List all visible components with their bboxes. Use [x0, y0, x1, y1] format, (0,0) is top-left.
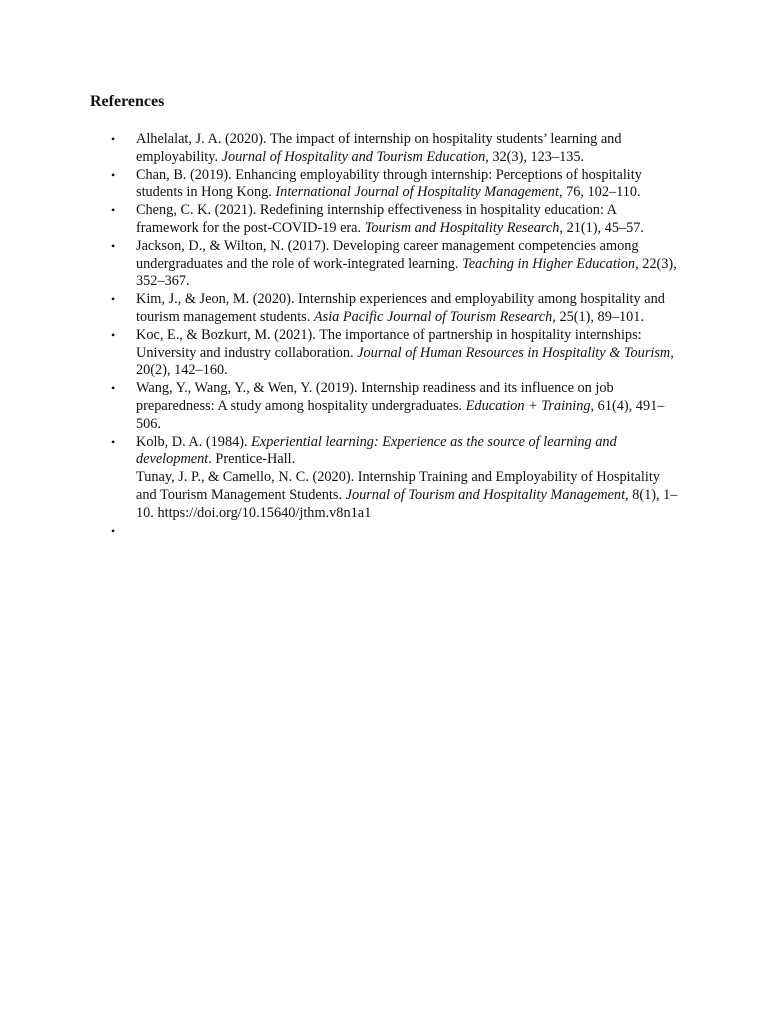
reference-authors-title: Jackson, D., & Wilton, N. (2017). Developing career management competencies among undergraduates and the role of work-integrated learning. [136, 237, 639, 272]
reference-item [90, 380, 680, 433]
reference-journal: Journal of Human Resources in Hospitality & Tourism [357, 344, 671, 361]
reference-text [136, 202, 680, 238]
empty-reference-item [90, 523, 680, 541]
reference-volume-pages: , 32(3), 123–135. [485, 148, 585, 165]
reference-journal: Journal of Tourism and Hospitality Management [345, 486, 626, 503]
reference-item [90, 167, 680, 203]
reference-item [90, 202, 680, 238]
reference-journal: Education + Training [465, 397, 591, 414]
reference-continuation [136, 469, 680, 522]
reference-item [90, 238, 680, 291]
reference-text [136, 434, 680, 470]
reference-item [90, 291, 680, 327]
bullet-icon: • [111, 327, 116, 342]
reference-authors-title: Cheng, C. K. (2021). Redefining internship effectiveness in hospitality education: A framework for the post-COVID-19 era. [136, 202, 617, 236]
reference-journal: Teaching in Higher Education [462, 255, 636, 272]
reference-text [136, 327, 680, 380]
bullet-icon: • [111, 434, 116, 449]
reference-authors-title: Koc, E., & Bozkurt, M. (2021). The importance of partnership in hospitality internships: University and industry collaboration. [136, 326, 642, 361]
bullet-icon: • [111, 381, 116, 396]
reference-text [136, 380, 680, 433]
bullet-icon: • [111, 167, 116, 182]
bullet-icon: • [111, 523, 116, 538]
bullet-icon: • [111, 132, 116, 146]
bullet-icon: • [111, 203, 116, 218]
reference-authors-title: Wang, Y., Wang, Y., & Wen, Y. (2019). Internship readiness and its influence on job preparedness: A study among hospitality undergraduates. [136, 380, 614, 414]
reference-volume-pages: , 21(1), 45–57. [559, 219, 645, 236]
reference-item [90, 131, 680, 167]
reference-authors-title: Chan, B. (2019). Enhancing employability through internship: Perceptions of hospitality students in Hong Kong. [136, 166, 642, 201]
reference-publisher: . Prentice-Hall. [208, 451, 296, 468]
reference-text [136, 523, 680, 541]
reference-item [90, 327, 680, 380]
reference-volume-pages: , 76, 102–110. [558, 184, 641, 201]
references-heading: References [90, 93, 165, 110]
reference-authors-title: Alhelalat, J. A. (2020). The impact of internship on hospitality students’ learning and employability. [136, 131, 622, 165]
reference-volume-pages: , 20(2), 142–160. [136, 344, 674, 379]
reference-item [90, 434, 680, 523]
reference-journal: Asia Pacific Journal of Tourism Research [313, 308, 553, 325]
reference-authors-title: Kolb, D. A. (1984). [136, 433, 252, 450]
reference-list [90, 131, 680, 540]
reference-journal: Tourism and Hospitality Research [364, 219, 560, 236]
reference-volume-pages: , 22(3), 352–367. [136, 255, 677, 290]
reference-journal: International Journal of Hospitality Management [275, 184, 559, 201]
reference-volume-pages: , 25(1), 89–101. [552, 308, 645, 325]
reference-authors-title: Tunay, J. P., & Camello, N. C. (2020). Internship Training and Employability of Hospitality and Tourism Management Students. [136, 469, 660, 503]
reference-text [136, 238, 680, 291]
bullet-icon: • [111, 238, 116, 253]
reference-text [136, 291, 680, 327]
reference-authors-title: Kim, J., & Jeon, M. (2020). Internship experiences and employability among hospitality and tourism management students. [136, 291, 665, 325]
reference-journal: Journal of Hospitality and Tourism Education [221, 148, 486, 165]
reference-text [136, 131, 680, 167]
bullet-icon: • [111, 292, 116, 307]
reference-volume-pages: , 61(4), 491–506. [136, 397, 665, 432]
reference-text [136, 167, 680, 203]
reference-book-title: Experiential learning: Experience as the source of learning and development [136, 433, 617, 468]
reference-volume-pages-doi: , 8(1), 1–10. https://doi.org/10.15640/jthm.v8n1a1 [136, 486, 678, 521]
